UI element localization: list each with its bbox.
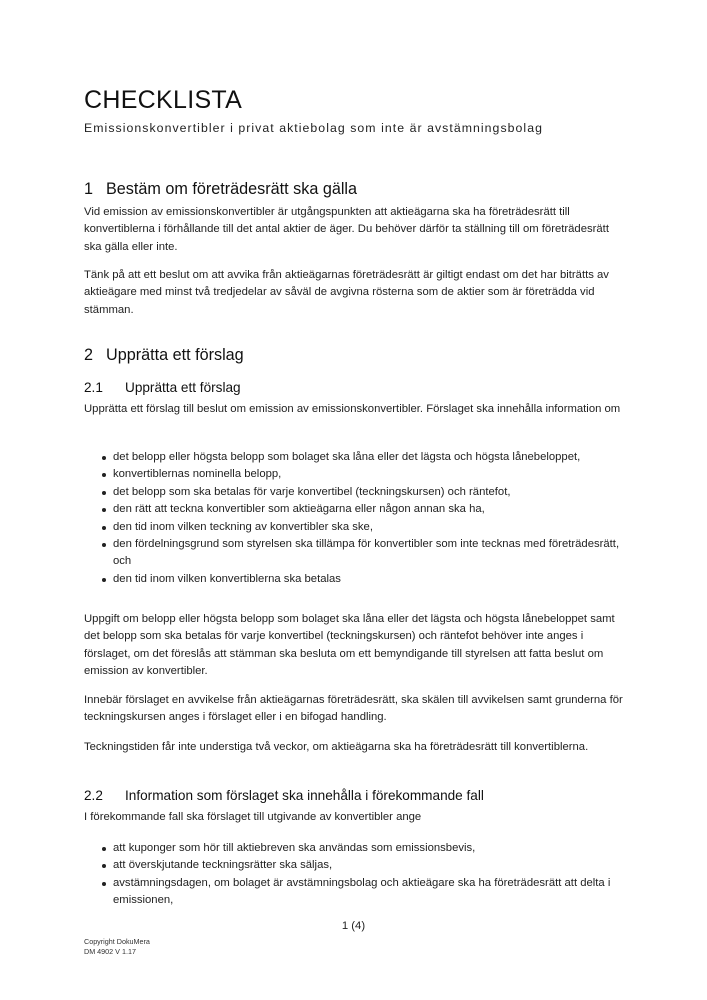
bullet-icon <box>102 864 106 868</box>
subsection-number: 2.2 <box>84 788 103 803</box>
list-item: avstämningsdagen, om bolaget är avstämningsbolag och aktieägare ska ha företrädesrätt att delta i emissionen, <box>84 875 629 910</box>
paragraph: Vid emission av emissionskonvertibler är utgångspunkten att aktieägarna ska ha företrädesrätt till konvertiblerna i förhållande till det antal aktier de äger. Du behöver därför ta ställning till om företrädesrätt ska gälla eller inte. <box>84 206 609 253</box>
list-item: den fördelningsgrund som styrelsen ska tillämpa för konvertibler som inte tecknas med företrädesrätt, och <box>84 536 629 571</box>
list-item: den rätt att teckna konvertibler som aktieägarna eller någon annan ska ha, <box>84 501 629 518</box>
section-title: Upprätta ett förslag <box>106 346 244 364</box>
subsection-2-1-heading <box>84 380 241 395</box>
document-title: CHECKLISTA <box>84 86 243 114</box>
paragraph: Upprätta ett förslag till beslut om emission av emissionskonvertibler. Förslaget ska innehålla information om <box>84 403 621 415</box>
paragraph: Teckningstiden får inte understiga två veckor, om aktieägarna ska ha företrädesrätt till konvertiblerna. <box>84 741 589 753</box>
list-item: det belopp som ska betalas för varje konvertibel (teckningskursen) och räntefot, <box>84 484 629 501</box>
paragraph: Innebär förslaget en avvikelse från aktieägarnas företrädesrätt, ska skälen till avvikelsen samt grunderna för teckningskursen anges i förslaget eller i en bifogad handling. <box>84 694 623 724</box>
paragraph: Uppgift om belopp eller högsta belopp som bolaget ska låna eller det lägsta och högsta lånebeloppet samt det belopp som ska betalas för varje konvertibel (teckningskursen) och räntefot behöver inte anges i förslaget, om det föreslås att stämman ska besluta om ett bemyndigande till styrelsen att fatta beslut om emission av konvertibler. <box>84 613 615 678</box>
subsection-title: Upprätta ett förslag <box>125 380 241 395</box>
document-id: DM 4902 V 1.17 <box>84 947 136 956</box>
bullet-icon <box>102 578 106 582</box>
list-item: den tid inom vilken konvertiblerna ska betalas <box>84 571 629 588</box>
bullet-icon <box>102 508 106 512</box>
subsection-title: Information som förslaget ska innehålla i förekommande fall <box>125 788 484 803</box>
section-2-heading <box>84 346 244 365</box>
document-subtitle: Emissionskonvertibler i privat aktiebolag som inte är avstämningsbolag <box>84 121 543 135</box>
bullet-icon <box>102 491 106 495</box>
list-item: att kuponger som hör till aktiebreven ska användas som emissionsbevis, <box>84 840 629 857</box>
list-item: konvertiblernas nominella belopp, <box>84 466 629 483</box>
section-title: Bestäm om företrädesrätt ska gälla <box>106 180 358 198</box>
footer <box>84 937 150 957</box>
subsection-number: 2.1 <box>84 380 103 395</box>
page-number: 1 (4) <box>341 920 366 932</box>
optional-info-list <box>84 840 629 910</box>
bullet-icon <box>102 543 106 547</box>
bullet-icon <box>102 526 106 530</box>
list-item: det belopp eller högsta belopp som bolaget ska låna eller det lägsta och högsta lånebeloppet, <box>84 449 629 466</box>
requirements-list <box>84 449 629 588</box>
list-item: att överskjutande teckningsrätter ska säljas, <box>84 857 629 874</box>
list-item: den tid inom vilken teckning av konvertibler ska ske, <box>84 519 629 536</box>
section-number: 2 <box>84 346 94 364</box>
bullet-icon <box>102 882 106 886</box>
subsection-2-2-heading <box>84 788 484 803</box>
bullet-icon <box>102 847 106 851</box>
section-1-heading <box>84 180 357 199</box>
paragraph: Tänk på att ett beslut om att avvika från aktieägarnas företrädesrätt är giltigt endast om det har biträtts av aktieägare med minst två tredjedelar av såväl de avgivna rösterna som de aktier som är företrädda vid stämman. <box>84 269 609 316</box>
paragraph: I förekommande fall ska förslaget till utgivande av konvertibler ange <box>84 811 422 823</box>
bullet-icon <box>102 473 106 477</box>
section-number: 1 <box>84 180 94 198</box>
copyright-text: Copyright DokuMera <box>84 937 150 946</box>
bullet-icon <box>102 456 106 460</box>
